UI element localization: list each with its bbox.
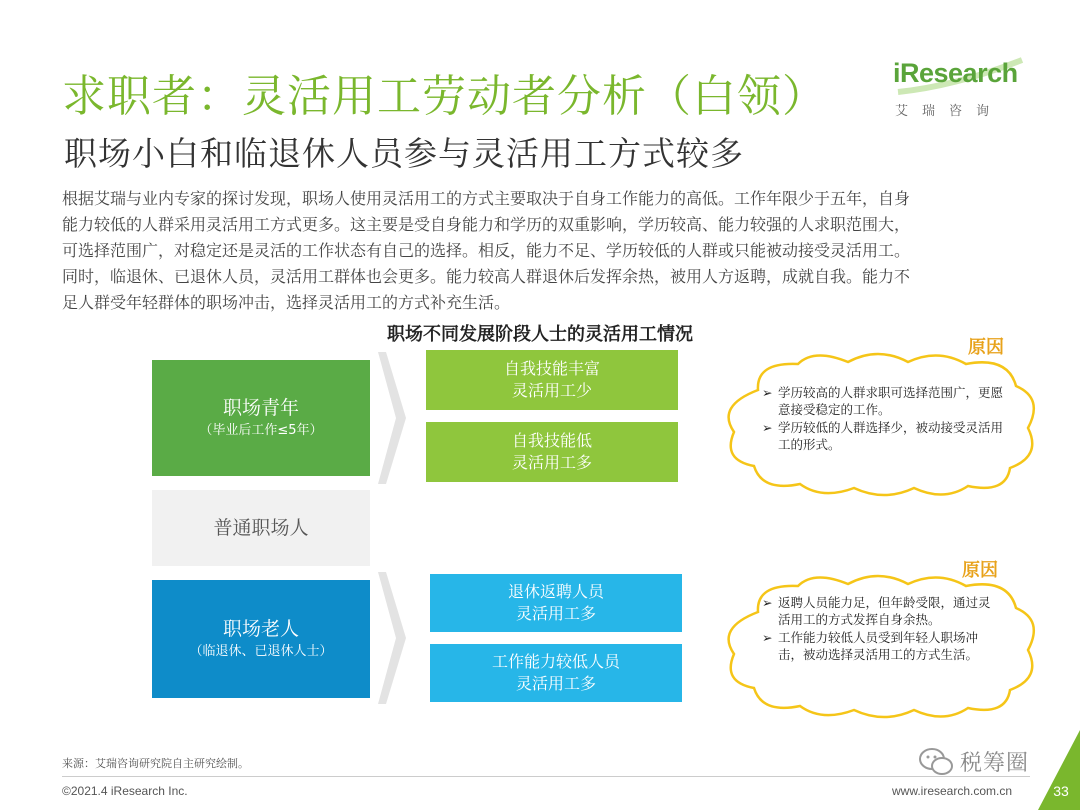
reason-item <box>762 594 1002 628</box>
reason-text: 工作能力较低人员受到年轻人职场冲击，被动选择灵活用工的方式生活。 <box>778 630 979 662</box>
arrow-bullet-icon: ➢ <box>762 630 773 645</box>
senior-professional-sub: （临退休、已退休人士） <box>189 644 333 659</box>
reason-item <box>762 419 1008 453</box>
logo-subtext: 艾瑞咨询 <box>895 104 1004 119</box>
watermark <box>918 746 1029 777</box>
footer-divider <box>62 776 1030 777</box>
reason-item <box>762 384 1008 418</box>
intro-paragraph <box>62 186 1022 316</box>
reason-text: 学历较低的人群选择少，被动接受灵活用工的形式。 <box>778 420 1004 452</box>
reason-item <box>762 629 1002 663</box>
outcome-line: 工作能力较低人员 <box>491 652 620 671</box>
page-title: 求职者：灵活用工劳动者分析（白领） <box>62 71 827 122</box>
reason-text: 学历较高的人群求职可选择范围广，更愿意接受稳定的工作。 <box>778 385 1004 417</box>
intro-line: 能力较低的人群采用灵活用工方式更多。这主要是受自身能力和学历的双重影响，学历较高、能力较强的人求职范围大， <box>62 215 911 234</box>
logo-wordmark: iResearch <box>893 58 1018 88</box>
website-url: www.iresearch.com.cn <box>892 784 1013 798</box>
reason-label: 原因 <box>968 337 1004 358</box>
intro-line: 根据艾瑞与业内专家的探讨发现，职场人使用灵活用工的方式主要取决于自身工作能力的高低。工作年限少于五年，自身 <box>62 189 911 208</box>
intro-line: 同时，临退休、已退休人员，灵活用工群体也会更多。能力较高人群退休后发挥余热，被用人方返聘，成就自我。能力不 <box>62 267 911 286</box>
reason-text: 返聘人员能力足，但年龄受限，通过灵活用工的方式发挥自身余热。 <box>778 595 991 627</box>
outcome-box-skilled <box>426 350 678 410</box>
outcome-line: 灵活用工多 <box>515 674 596 693</box>
watermark-text: 税筹圈 <box>960 751 1030 776</box>
ordinary-professional-label: 普通职场人 <box>213 517 309 539</box>
reason-label: 原因 <box>962 560 998 581</box>
outcome-line: 灵活用工少 <box>511 381 592 400</box>
ordinary-professional-box <box>152 490 370 566</box>
reason-list-bottom <box>762 594 1002 664</box>
young-professional-box <box>152 360 370 476</box>
outcome-line: 灵活用工多 <box>511 453 592 472</box>
outcome-line: 灵活用工多 <box>515 604 596 623</box>
reason-list-top <box>762 384 1008 454</box>
chevron-right-icon <box>378 352 406 484</box>
outcome-line: 自我技能丰富 <box>503 359 600 378</box>
iresearch-logo <box>893 58 1025 120</box>
arrow-bullet-icon: ➢ <box>762 420 773 435</box>
copyright: ©2021.4 iResearch Inc. <box>62 784 188 798</box>
outcome-line: 退休返聘人员 <box>507 582 604 601</box>
outcome-box-rehired <box>430 574 682 632</box>
wechat-icon <box>918 747 954 777</box>
diagram-title: 职场不同发展阶段人士的灵活用工情况 <box>387 324 693 345</box>
senior-professional-label: 职场老人 <box>222 618 299 640</box>
arrow-bullet-icon: ➢ <box>762 385 773 400</box>
young-professional-label: 职场青年 <box>222 397 299 419</box>
page-subtitle: 职场小白和临退休人员参与灵活用工方式较多 <box>64 134 744 173</box>
page-number: 33 <box>1053 783 1069 799</box>
outcome-line: 自我技能低 <box>511 431 592 450</box>
intro-line: 足人群受年轻群体的职场冲击，选择灵活用工的方式补充生活。 <box>62 293 511 312</box>
young-professional-sub: （毕业后工作≤5年） <box>199 423 323 438</box>
outcome-box-lowskill <box>426 422 678 482</box>
senior-professional-box <box>152 580 370 698</box>
chevron-right-icon <box>378 572 406 704</box>
outcome-box-lowability <box>430 644 682 702</box>
source-note: 来源：艾瑞咨询研究院自主研究绘制。 <box>62 757 249 770</box>
intro-line: 可选择范围广，对稳定还是灵活的工作状态有自己的选择。相反，能力不足、学历较低的人群或只能被动接受灵活用工。 <box>62 241 911 260</box>
arrow-bullet-icon: ➢ <box>762 595 773 610</box>
